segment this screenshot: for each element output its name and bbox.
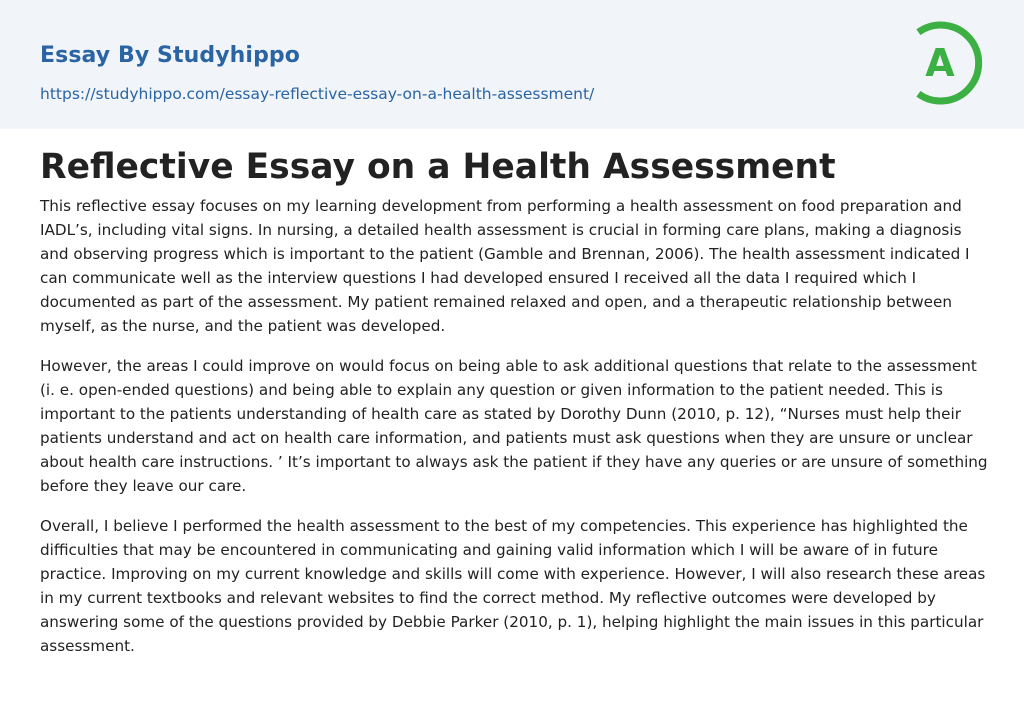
page-url[interactable]: https://studyhippo.com/essay-reflective-essay-on-a-health-assessment/ <box>40 85 595 103</box>
essay-paragraph: However, the areas I could improve on would focus on being able to ask additional questions that relate to the assessment (i. e. open-ended questions) and being able to explain any question or given information to the patient needed. This is important to the patients understanding of health care as stated by Dorothy Dunn (2010, p. 12), “Nurses must help their patients understand and act on health care information, and patients must ask questions when they are unsure or unclear about health care instructions. ’ It’s important to always ask the patient if they have any queries or are unsure of something before they leave our care. <box>40 357 988 495</box>
site-brand[interactable]: Essay By Studyhippo <box>40 43 300 68</box>
essay-paragraph: This reflective essay focuses on my learning development from performing a health assessment on food preparation and IADL’s, including vital signs. In nursing, a detailed health assessment is crucial in forming care plans, making a diagnosis and observing progress which is important to the patient (Gamble and Brennan, 2006). The health assessment indicated I can communicate well as the interview questions I had developed ensured I received all the data I required which I documented as part of the assessment. My patient remained relaxed and open, and a therapeutic relationship between myself, as the nurse, and the patient was developed. <box>40 197 970 335</box>
site-header <box>0 0 1024 129</box>
studyhippo-logo-icon[interactable] <box>896 20 984 106</box>
essay-body <box>40 194 988 674</box>
logo-letter: A <box>925 41 955 85</box>
page-title: Reflective Essay on a Health Assessment <box>40 147 836 187</box>
essay-paragraph: Overall, I believe I performed the health assessment to the best of my competencies. This experience has highlighted the difficulties that may be encountered in communicating and gaining valid information which I will be aware of in future practice. Improving on my current knowledge and skills will come with experience. However, I will also research these areas in my current textbooks and relevant websites to find the correct method. My reflective outcomes were developed by answering some of the questions provided by Debbie Parker (2010, p. 1), helping highlight the main issues in this particular assessment. <box>40 517 986 655</box>
